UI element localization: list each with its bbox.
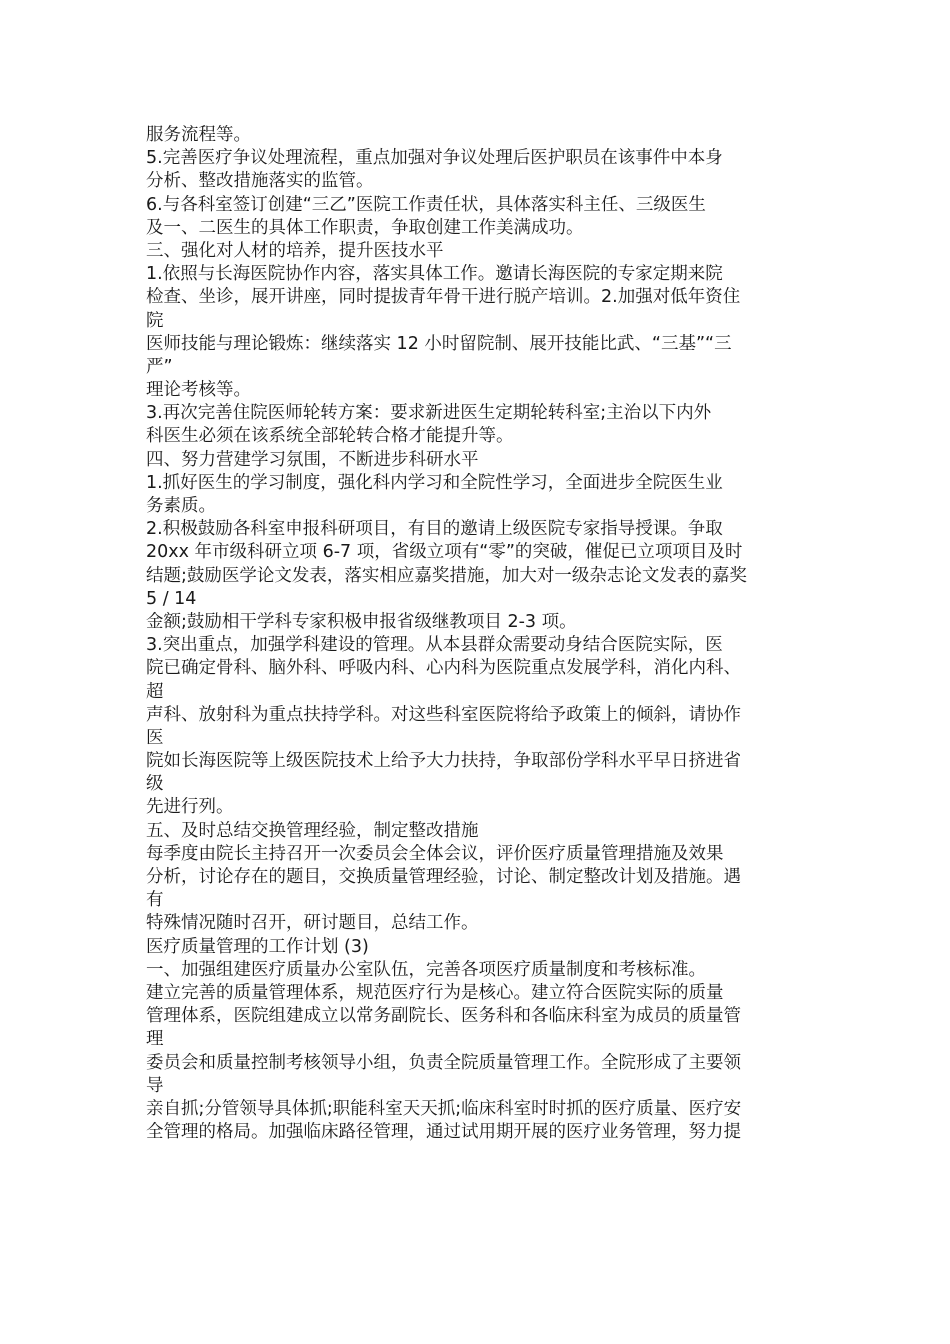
text-line: 3.突出重点，加强学科建设的管理。从本县群众需要动身结合医院实际，医 [146, 635, 723, 656]
text-line: 院 [146, 310, 164, 331]
text-line: 委员会和质量控制考核领导小组，负责全院质量管理工作。全院形成了主要领 [146, 1052, 741, 1073]
text-line: 5.完善医疗争议处理流程，重点加强对争议处理后医护职员在该事件中本身 [146, 148, 723, 169]
text-line: 金额;鼓励相干学科专家积极申报省级继教项目 2-3 项。 [146, 611, 577, 632]
text-line: 声科、放射科为重点扶持学科。对这些科室医院将给予政策上的倾斜，请协作 [146, 704, 741, 725]
text-line: 检查、坐诊，展开讲座，同时提拔青年骨干进行脱产培训。2.加强对低年资住 [146, 287, 741, 308]
text-line: 特殊情况随时召开，研讨题目，总结工作。 [146, 913, 479, 934]
text-line: 导 [146, 1075, 164, 1096]
text-line: 1.依照与长海医院协作内容，落实具体工作。邀请长海医院的专家定期来院 [146, 264, 723, 285]
text-line: 理论考核等。 [146, 380, 251, 401]
text-line: 20xx 年市级科研立项 6-7 项，省级立项有“零”的突破，催促已立项项目及时 [146, 542, 743, 563]
text-line: 及一、二医生的具体工作职责，争取创建工作美满成功。 [146, 217, 584, 238]
text-line: 院如长海医院等上级医院技术上给予大力扶持，争取部份学科水平早日挤进省 [146, 751, 741, 772]
text-line: 理 [146, 1029, 164, 1050]
document-page [146, 124, 816, 1144]
text-line: 级 [146, 774, 164, 795]
text-line: 院已确定骨科、脑外科、呼吸内科、心内科为医院重点发展学科，消化内科、 [146, 658, 741, 679]
text-line: 1.抓好医生的学习制度，强化科内学习和全院性学习，全面进步全院医生业 [146, 472, 723, 493]
text-line: 亲自抓;分管领导具体抓;职能科室天天抓;临床科室时时抓的医疗质量、医疗安 [146, 1098, 742, 1119]
text-line: 分析，讨论存在的题目，交换质量管理经验，讨论、制定整改计划及措施。遇 [146, 867, 741, 887]
text-line: 5 / 14 [146, 588, 197, 609]
text-line: 医师技能与理论锻炼：继续落实 12 小时留院制、展开技能比武、“三基”“三 [146, 333, 732, 354]
text-line: 四、努力营建学习氛围，不断进步科研水平 [146, 449, 479, 470]
text-line: 有 [146, 890, 164, 911]
text-line: 管理体系，医院组建成立以常务副院长、医务科和各临床科室为成员的质量管 [146, 1006, 741, 1027]
text-line: 先进行列。 [146, 797, 234, 818]
text-line: 服务流程等。 [146, 125, 251, 145]
text-line: 务素质。 [146, 496, 216, 516]
text-line: 2.积极鼓励各科室申报科研项目，有目的邀请上级医院专家指导授课。争取 [146, 519, 723, 540]
text-line: 五、及时总结交换管理经验，制定整改措施 [146, 820, 479, 841]
text-line: 三、强化对人材的培养，提升医技水平 [146, 240, 444, 261]
text-line: 结题;鼓励医学论文发表，落实相应嘉奖措施，加大对一级杂志论文发表的嘉奖 [146, 565, 747, 586]
text-line: 全管理的格局。加强临床路径管理，通过试用期开展的医疗业务管理，努力提 [146, 1122, 741, 1143]
text-line: 3.再次完善住院医师轮转方案：要求新进医生定期轮转科室;主治以下内外 [146, 403, 712, 424]
text-line: 建立完善的质量管理体系，规范医疗行为是核心。建立符合医院实际的质量 [146, 982, 724, 1003]
text-line: 一、加强组建医疗质量办公室队伍，完善各项医疗质量制度和考核标准。 [146, 959, 706, 980]
text-line: 医 [146, 727, 164, 748]
text-line: 严” [146, 356, 173, 377]
text-line: 超 [146, 681, 164, 702]
text-line: 医疗质量管理的工作计划 (3) [146, 936, 369, 957]
text-line: 科医生必须在该系统全部轮转合格才能提升等。 [146, 426, 514, 447]
text-line: 每季度由院长主持召开一次委员会全体会议，评价医疗质量管理措施及效果 [146, 843, 724, 864]
text-line: 分析、整改措施落实的监管。 [146, 171, 374, 192]
text-line: 6.与各科室签订创建“三乙”医院工作责任状，具体落实科主任、三级医生 [146, 194, 706, 215]
